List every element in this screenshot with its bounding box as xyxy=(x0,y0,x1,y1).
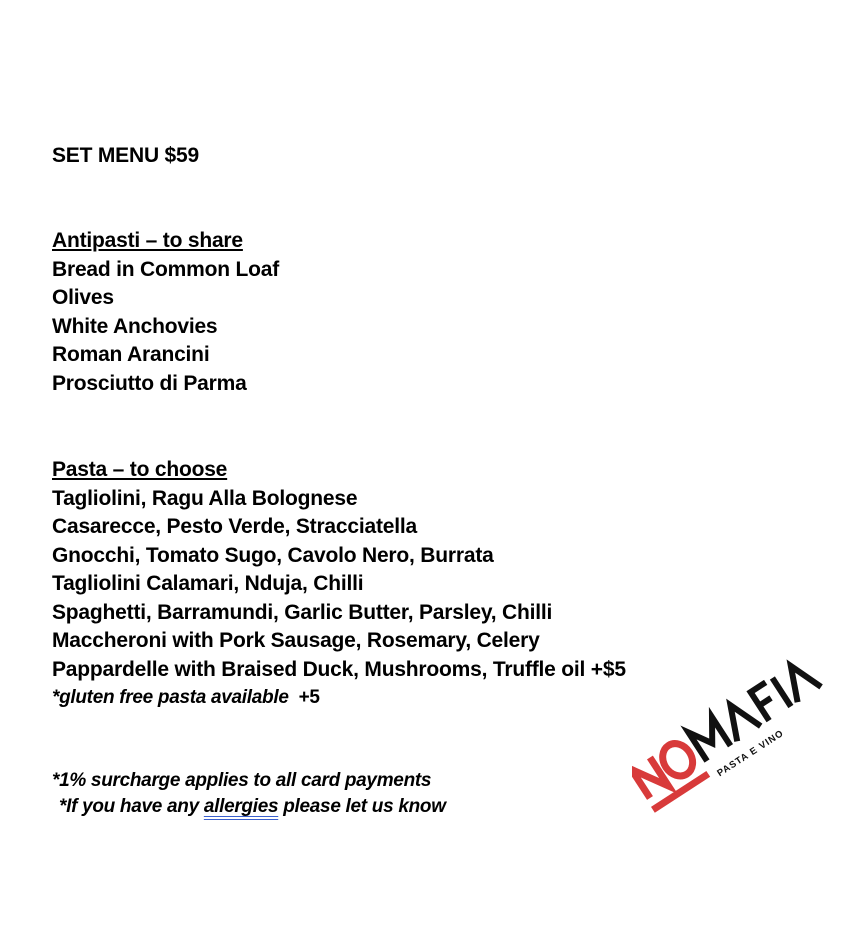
pasta-item: Pappardelle with Braised Duck, Mushrooms, Truffle oil +$5 xyxy=(52,657,626,681)
nomafia-logo xyxy=(632,630,854,820)
surcharge-note: *1% surcharge applies to all card payments xyxy=(52,770,432,791)
antipasti-item: White Anchovies xyxy=(52,314,218,338)
gluten-free-price: +5 xyxy=(298,687,320,708)
pasta-item: Casarecce, Pesto Verde, Stracciatella xyxy=(52,515,418,538)
pasta-item: Maccheroni with Pork Sausage, Rosemary, Celery xyxy=(52,629,540,652)
antipasti-section xyxy=(52,227,279,398)
logo-letter-m xyxy=(689,717,731,761)
logo-tagline: PASTA E VINO xyxy=(715,727,787,780)
pasta-item: Gnocchi, Tomato Sugo, Cavolo Nero, Burrata xyxy=(52,543,494,567)
allergy-note-start: *If you have any xyxy=(59,796,204,817)
allergy-note-end: please let us know xyxy=(278,796,446,817)
antipasti-item: Roman Arancini xyxy=(52,343,210,366)
antipasti-item: Prosciutto di Parma xyxy=(52,371,247,395)
pasta-heading: Pasta – to choose xyxy=(52,458,228,481)
pasta-item: Tagliolini, Ragu Alla Bolognese xyxy=(52,486,358,510)
antipasti-item: Olives xyxy=(52,286,114,309)
antipasti-heading: Antipasti – to share xyxy=(52,229,243,252)
gluten-free-text: *gluten free pasta available xyxy=(52,687,289,708)
menu-document xyxy=(52,0,812,928)
pasta-section xyxy=(52,456,626,711)
antipasti-item: Bread in Common Loaf xyxy=(52,257,280,281)
logo-letter-i xyxy=(772,678,791,707)
gluten-free-note xyxy=(52,684,626,711)
pasta-item: Spaghetti, Barramundi, Garlic Butter, Parsley, Chilli xyxy=(52,600,553,624)
footer-notes xyxy=(52,768,446,820)
allergies-word: allergies xyxy=(203,796,279,817)
pasta-item: Tagliolini Calamari, Nduja, Chilli xyxy=(52,572,364,595)
allergy-note xyxy=(52,794,446,820)
menu-title: SET MENU $59 xyxy=(52,144,199,167)
nomafia-logo-group xyxy=(632,658,834,819)
